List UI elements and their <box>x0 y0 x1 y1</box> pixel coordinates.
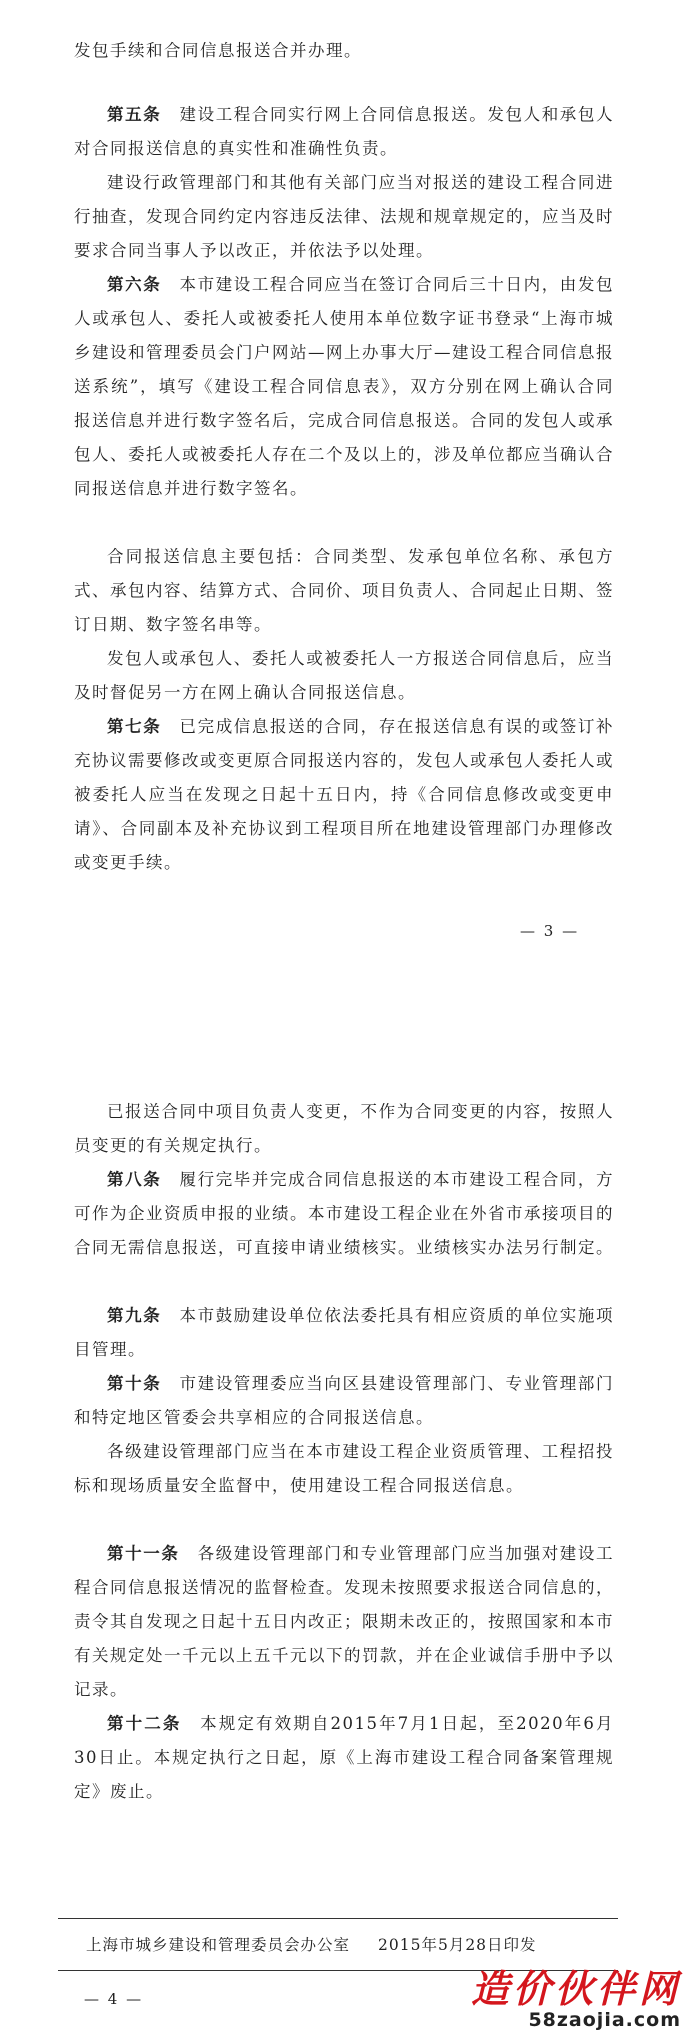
page-number: — 4 — <box>84 1990 144 2008</box>
article-heading: 第十二条 <box>107 1714 182 1733</box>
article-text: 履行完毕并完成合同信息报送的本市建设工程合同，方可作为企业资质申报的业绩。本市建设工程企业在外省市承接项目的合同无需信息报送，可直接申请业绩核实。业绩核实办法另行制定。 <box>74 1170 615 1257</box>
document-page-3 <box>0 0 687 960</box>
article-text: 本市鼓励建设单位依法委托具有相应资质的单位实施项目管理。 <box>74 1306 615 1359</box>
article-text: 本市建设工程合同应当在签订合同后三十日内，由发包人或承包人、委托人或被委托人使用本单位数字证书登录“上海市城乡建设和管理委员会门户网站—网上办事大厅—建设工程合同信息报送系统”，填写《建设工程合同信息表》，双方分别在网上确认合同报送信息并进行数字签名后，完成合同信息报送。合同的发包人或承包人、委托人或被委托人存在二个及以上的，涉及单位都应当确认合同报送信息并进行数字签名。 <box>74 275 615 498</box>
article-10 <box>74 1367 614 1435</box>
article-heading: 第五条 <box>107 105 162 124</box>
watermark-title: 造价伙伴网 <box>470 1967 681 2011</box>
article-heading: 第十条 <box>107 1374 162 1393</box>
site-watermark <box>471 1958 681 2031</box>
paragraph: 合同报送信息主要包括：合同类型、发承包单位名称、承包方式、承包内容、结算方式、合同价、项目负责人、合同起止日期、签订日期、数字签名串等。 <box>74 547 614 634</box>
paragraph: 发包人或承包人、委托人或被委托人一方报送合同信息后，应当及时督促另一方在网上确认合同报送信息。 <box>74 649 614 702</box>
article-heading: 第六条 <box>107 275 162 294</box>
page-gap <box>0 960 687 1065</box>
footer-top-rule <box>58 1918 618 1919</box>
article-text: 市建设管理委应当向区县建设管理部门、专业管理部门和特定地区管委会共享相应的合同报送信息。 <box>74 1374 615 1427</box>
paragraph: 建设行政管理部门和其他有关部门应当对报送的建设工程合同进行抽查，发现合同约定内容违反法律、法规和规章规定的，应当及时要求合同当事人予以改正，并依法予以处理。 <box>74 173 614 260</box>
document-page-4 <box>0 1065 687 2030</box>
article-6 <box>74 268 614 506</box>
article-8 <box>74 1163 614 1265</box>
paragraph: 已报送合同中项目负责人变更，不作为合同变更的内容，按照人员变更的有关规定执行。 <box>74 1102 614 1155</box>
paragraph: 发包手续和合同信息报送合并办理。 <box>74 41 362 60</box>
article-heading: 第九条 <box>107 1306 162 1325</box>
article-12 <box>74 1707 614 1809</box>
article-text: 本规定有效期自2015年7月1日起，至2020年6月30日止。本规定执行之日起，原《上海市建设工程合同备案管理规定》废止。 <box>74 1714 615 1801</box>
article-heading: 第八条 <box>107 1170 162 1189</box>
article-text: 已完成信息报送的合同，存在报送信息有误的或签订补充协议需要修改或变更原合同报送内容的，发包人或承包人委托人或被委托人应当在发现之日起十五日内，持《合同信息修改或变更申请》、合同副本及补充协议到工程项目所在地建设管理部门办理修改或变更手续。 <box>74 717 615 872</box>
issue-date: 2015年5月28日印发 <box>378 1936 537 1954</box>
article-5 <box>74 98 614 166</box>
issuing-office: 上海市城乡建设和管理委员会办公室 <box>86 1936 351 1954</box>
page-number: — 3 — <box>520 922 580 940</box>
watermark-url: 58zaojia.com <box>528 2009 681 2031</box>
article-9 <box>74 1299 614 1367</box>
article-11 <box>74 1537 614 1707</box>
article-text: 建设工程合同实行网上合同信息报送。发包人和承包人对合同报送信息的真实性和准确性负责。 <box>74 105 615 158</box>
article-heading: 第七条 <box>107 717 162 736</box>
issuer-footer <box>86 1933 537 1955</box>
paragraph: 各级建设管理部门应当在本市建设工程企业资质管理、工程招投标和现场质量安全监督中，使用建设工程合同报送信息。 <box>74 1442 614 1495</box>
article-heading: 第十一条 <box>107 1544 180 1563</box>
article-text: 各级建设管理部门和专业管理部门应当加强对建设工程合同信息报送情况的监督检查。发现未按照要求报送合同信息的，责令其自发现之日起十五日内改正；限期未改正的，按照国家和本市有关规定处一千元以上五千元以下的罚款，并在企业诚信手册中予以记录。 <box>74 1544 615 1699</box>
article-7 <box>74 710 614 880</box>
